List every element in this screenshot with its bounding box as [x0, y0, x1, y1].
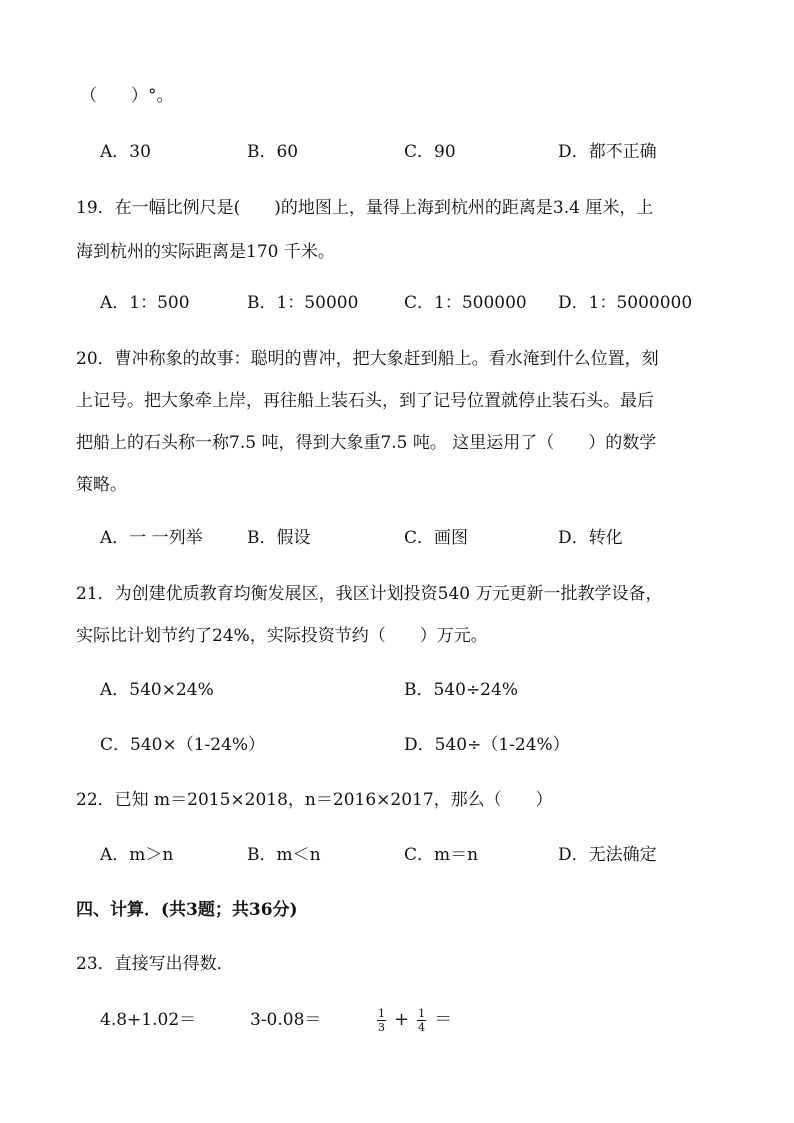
- fraction-a-numerator: 1: [378, 1006, 385, 1020]
- q19-option-c[interactable]: C．1：500000: [404, 293, 527, 313]
- q20-option-a[interactable]: A．一 一列举: [100, 528, 203, 548]
- q22-option-d[interactable]: D．无法确定: [558, 845, 657, 865]
- q21-option-c[interactable]: C．540×（1-24%）: [100, 735, 266, 755]
- q21-line-2: 实际比计划节约了24%，实际投资节约（ ）万元。: [76, 626, 488, 646]
- equals-sign: ＝: [434, 1009, 453, 1030]
- fraction-b-numerator: 1: [418, 1006, 426, 1020]
- plus-sign: +: [394, 1009, 410, 1030]
- q23-expression-1: 4.8+1.02＝: [100, 1010, 197, 1030]
- q20-option-d[interactable]: D．转化: [558, 528, 623, 548]
- q20-line-1: 20．曹冲称象的故事：聪明的曹冲，把大象赶到船上。看水淹到什么位置，刻: [76, 349, 659, 369]
- q20-line-3: 把船上的石头称一称7.5 吨，得到大象重7.5 吨。 这里运用了（ ）的数学: [76, 433, 657, 453]
- q22-line-1: 22．已知 m＝2015×2018，n＝2016×2017，那么（ ）: [76, 790, 553, 810]
- fraction-one-third: [377, 1008, 386, 1033]
- q19-line-2: 海到杭州的实际距离是170 千米。: [76, 242, 335, 262]
- q23-line-1: 23．直接写出得数．: [76, 954, 234, 974]
- q20-option-c[interactable]: C．画图: [404, 528, 469, 548]
- q19-line-1: 19．在一幅比例尺是( )的地图上，量得上海到杭州的距离是3.4 厘米，上: [76, 198, 654, 218]
- q20-line-4: 策略。: [76, 475, 127, 495]
- q18-option-a[interactable]: A．30: [100, 142, 151, 162]
- q18-option-b[interactable]: B．60: [247, 142, 299, 162]
- fraction-a-denominator: 3: [378, 1020, 385, 1034]
- q19-option-b[interactable]: B．1：50000: [247, 293, 359, 313]
- q19-option-d[interactable]: D．1：5000000: [558, 293, 693, 313]
- fraction-b-denominator: 4: [418, 1020, 426, 1034]
- section-4-heading: 四、计算．(共3题；共36分): [76, 900, 298, 920]
- q20-option-b[interactable]: B．假设: [247, 528, 311, 548]
- q22-option-c[interactable]: C．m＝n: [404, 845, 479, 865]
- q21-option-d[interactable]: D．540÷（1-24%）: [404, 735, 570, 755]
- q23-expression-3: [377, 1004, 460, 1036]
- q18-tail: （ ）°。: [80, 86, 174, 106]
- q22-option-a[interactable]: A．m＞n: [100, 845, 174, 865]
- q19-option-a[interactable]: A．1：500: [100, 293, 190, 313]
- q23-expression-2: 3-0.08＝: [250, 1010, 322, 1030]
- q21-line-1: 21．为创建优质教育均衡发展区，我区计划投资540 万元更新一批教学设备，: [76, 584, 663, 604]
- q20-line-2: 上记号。把大象牵上岸，再往船上装石头，到了记号位置就停止装石头。最后: [76, 391, 654, 411]
- fraction-one-quarter: [417, 1008, 426, 1033]
- q21-option-b[interactable]: B．540÷24%: [404, 680, 518, 700]
- q18-option-d[interactable]: D．都不正确: [558, 142, 657, 162]
- q21-option-a[interactable]: A．540×24%: [100, 680, 214, 700]
- q22-option-b[interactable]: B．m＜n: [247, 845, 321, 865]
- q18-option-c[interactable]: C．90: [404, 142, 456, 162]
